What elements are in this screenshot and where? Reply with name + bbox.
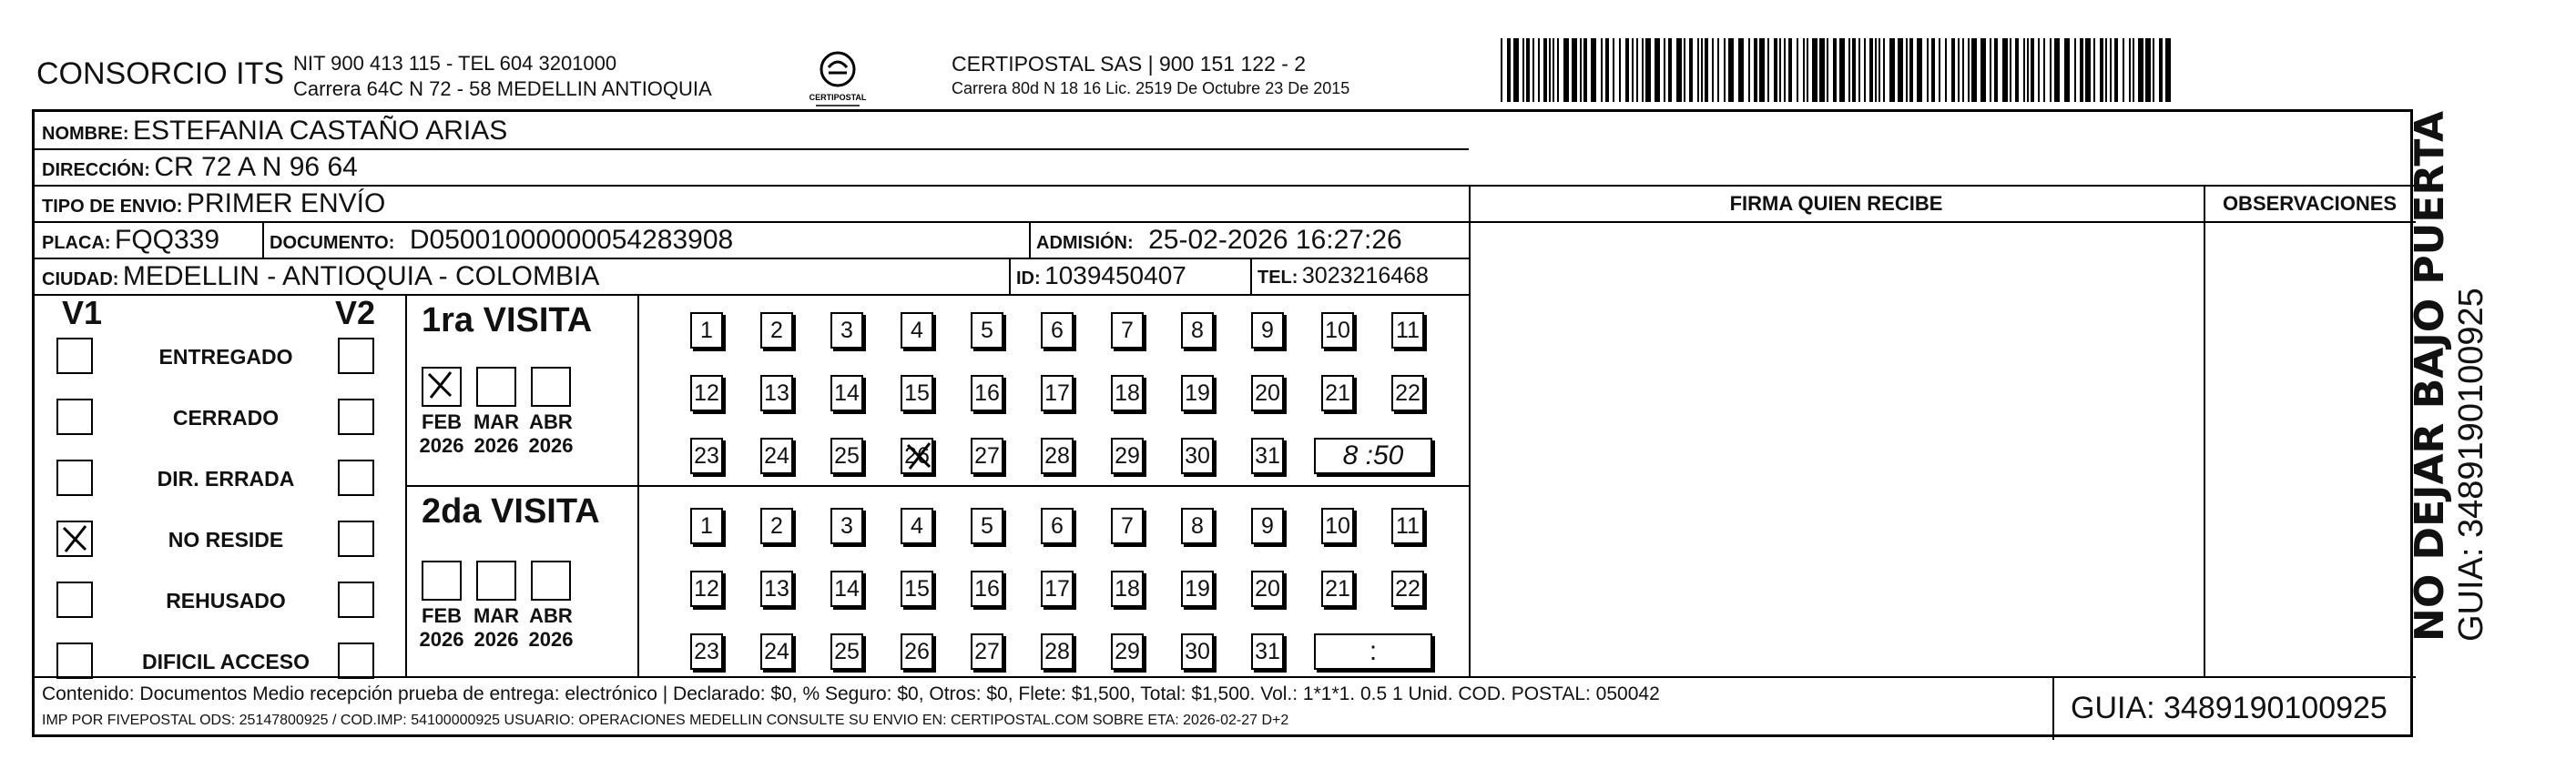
visit2-day-box[interactable]: 19 (1181, 571, 1214, 607)
visit2-day-box[interactable]: 17 (1041, 571, 1074, 607)
admision-value: 25-02-2026 16:27:26 (1148, 225, 1402, 255)
status-label: REHUSADO (166, 589, 286, 612)
visit2-month-checkbox[interactable] (531, 561, 571, 601)
v2-checkbox[interactable] (338, 582, 374, 618)
barcode-bar (2138, 38, 2143, 102)
v2-heading: V2 (335, 294, 376, 331)
barcode-bar (1812, 38, 1817, 102)
visit1-day-box[interactable]: 26 (901, 438, 933, 474)
barcode-bar (1883, 38, 1885, 102)
nombre-value: ESTEFANIA CASTAÑO ARIAS (133, 116, 508, 146)
barcode-bar (1557, 38, 1559, 102)
barcode-bar (1712, 38, 1714, 102)
company-address: Carrera 64C N 72 - 58 MEDELLIN ANTIOQUIA (293, 77, 712, 100)
visit2-day-box[interactable]: 29 (1111, 633, 1144, 670)
direccion-value: CR 72 A N 96 64 (154, 152, 358, 182)
ciudad-label: CIUDAD: (42, 269, 119, 289)
footer-content: Contenido: Documentos Medio recepción prueba de entrega: electrónico | Declarado: $0, % Seguro: $0, Otros: $0, Flete: $1,500, Total: $1,500. Vol.: 1*1*1. 0.5 1 Unid. COD. POSTAL: 050042 (42, 683, 1660, 704)
v1-checkbox[interactable] (56, 338, 93, 374)
barcode-bar (1968, 38, 1970, 102)
barcode-bar (1572, 38, 1577, 102)
visit1-day-box[interactable]: 6 (1041, 312, 1074, 349)
barcode-bar (2105, 38, 2107, 102)
barcode-bar (1898, 38, 1903, 102)
barcode-bar (2023, 38, 2025, 102)
barcode-bar (1655, 38, 1660, 102)
barcode-bar (1701, 38, 1703, 102)
visit1-day-box[interactable]: 3 (830, 312, 863, 349)
barcode (1501, 38, 2174, 102)
barcode-bar (1875, 38, 1877, 102)
barcode-bar (1705, 38, 1708, 102)
v2-checkbox[interactable] (338, 521, 374, 557)
barcode-bar (1664, 38, 1665, 102)
barcode-bar (1909, 38, 1913, 102)
nombre-label: NOMBRE: (42, 124, 129, 144)
barcode-bar (1797, 38, 1798, 102)
barcode-bar (1869, 38, 1873, 102)
v2-checkbox[interactable] (338, 399, 374, 435)
visit2-day-box[interactable]: 9 (1251, 508, 1284, 544)
visit1-day-box[interactable]: 11 (1391, 312, 1424, 349)
documento-label: DOCUMENTO: (270, 233, 395, 253)
visit1-time-box[interactable]: 8 :50 (1314, 438, 1432, 474)
visit2-day-box[interactable]: 6 (1041, 508, 1074, 544)
barcode-bar (1697, 38, 1699, 102)
visit1-day-box[interactable]: 1 (690, 312, 723, 349)
visit2-day-box[interactable]: 5 (971, 508, 1003, 544)
barcode-bar (1522, 38, 1524, 102)
visit1-day-box[interactable]: 25 (830, 438, 863, 474)
visit2-month-year: 2026 (528, 628, 574, 651)
visit2-month-label: MAR (473, 604, 520, 627)
footer-guia: GUIA: 3489190100925 (2071, 691, 2388, 725)
visit1-day-box[interactable]: 5 (971, 312, 1003, 349)
visit1-day-box[interactable]: 4 (901, 312, 933, 349)
company-nit: NIT 900 413 115 - TEL 604 3201000 (293, 52, 617, 75)
barcode-bar (1563, 38, 1569, 102)
side-guia: GUIA: 3489190100925 (2452, 288, 2490, 642)
barcode-bar (1754, 38, 1757, 102)
visit1-day-box[interactable]: 28 (1041, 438, 1074, 474)
v2-checkbox[interactable] (338, 338, 374, 374)
barcode-bar (2145, 38, 2151, 102)
visit2-day-box[interactable]: 15 (901, 571, 933, 607)
admision-cell (1036, 225, 1402, 256)
barcode-bar (1858, 38, 1860, 102)
barcode-bar (1779, 38, 1781, 102)
barcode-bar (1580, 38, 1582, 102)
barcode-bar (1759, 38, 1765, 102)
barcode-bar (1852, 38, 1856, 102)
visit1-month-label: FEB (422, 410, 462, 433)
visit1-day-box[interactable]: 8 (1181, 312, 1214, 349)
visit1-month-checkbox[interactable] (531, 367, 571, 407)
barcode-bar (1819, 38, 1825, 102)
visit1-month-year: 2026 (528, 434, 574, 457)
visit2-day-box[interactable]: 13 (760, 571, 793, 607)
visit2-day-box[interactable]: 14 (830, 571, 863, 607)
visit2-day-box[interactable]: 26 (901, 633, 933, 670)
placa-label: PLACA: (42, 233, 111, 253)
visit1-day-box[interactable]: 13 (760, 375, 793, 411)
status-label: ENTREGADO (158, 345, 293, 369)
barcode-bar (1738, 38, 1744, 102)
barcode-bar (1513, 38, 1519, 102)
admision-label: ADMISIÓN: (1036, 233, 1134, 253)
certipostal-address: Carrera 80d N 18 16 Lic. 2519 De Octubre 23 De 2015 (952, 79, 1350, 97)
visit1-day-box[interactable]: 12 (690, 375, 723, 411)
visit2-day-box[interactable]: 25 (830, 633, 863, 670)
nombre-row (42, 116, 507, 147)
visit2-day-box[interactable]: 24 (760, 633, 793, 670)
barcode-bar (1605, 38, 1609, 102)
visit1-month-checkbox[interactable] (476, 367, 516, 407)
barcode-bar (1807, 38, 1808, 102)
visit2-day-box[interactable]: 1 (690, 508, 723, 544)
visit2-day-box[interactable]: 12 (690, 571, 723, 607)
visit1-day-box[interactable]: 21 (1321, 375, 1354, 411)
barcode-bar (1642, 38, 1644, 102)
v1-checkbox[interactable] (56, 643, 93, 679)
barcode-bar (2114, 38, 2118, 102)
barcode-bar (1728, 38, 1734, 102)
visit2-day-box[interactable]: 21 (1321, 571, 1354, 607)
barcode-bar (1601, 38, 1603, 102)
visit1-day-box[interactable]: 18 (1111, 375, 1144, 411)
barcode-bar (2043, 38, 2045, 102)
barcode-bar (1543, 38, 1547, 102)
direccion-row (42, 152, 358, 183)
barcode-bar (1784, 38, 1786, 102)
v2-checkbox[interactable] (338, 460, 374, 496)
barcode-bar (1958, 38, 1960, 102)
barcode-bar (1538, 38, 1540, 102)
certipostal-name: CERTIPOSTAL SAS | 900 151 122 - 2 (952, 52, 1307, 76)
visit2-month-year: 2026 (473, 628, 519, 651)
visit1-day-box[interactable]: 29 (1111, 438, 1144, 474)
visit2-day-box[interactable]: 11 (1391, 508, 1424, 544)
barcode-bar (1931, 38, 1935, 102)
visit1-title: 1ra VISITA (422, 301, 593, 339)
barcode-bar (2165, 38, 2171, 102)
visit2-day-box[interactable]: 31 (1251, 633, 1284, 670)
barcode-bar (1839, 38, 1845, 102)
side-warning: NO DEJAR BAJO PUERTA (2407, 110, 2453, 642)
barcode-bar (1917, 38, 1922, 102)
barcode-bar (1553, 38, 1554, 102)
visit1-day-box[interactable]: 22 (1391, 375, 1424, 411)
barcode-bar (1613, 38, 1614, 102)
footer-print-info: IMP POR FIVEPOSTAL ODS: 25147800925 / COD.IMP: 54100000925 USUARIO: OPERACIONES MEDELLIN CONSULTE SU ENVIO EN: CERTIPOSTAL.COM SOBRE ETA: 2026-02-27 D+2 (42, 713, 1289, 728)
barcode-bar (1676, 38, 1682, 102)
company-info (293, 51, 712, 102)
visit1-month-label: ABR (529, 410, 573, 433)
placa-row (42, 225, 219, 256)
barcode-bar (2159, 38, 2163, 102)
barcode-bar (2080, 38, 2083, 102)
visit1-day-box[interactable]: 16 (971, 375, 1003, 411)
barcode-bar (1945, 38, 1947, 102)
barcode-bar (1927, 38, 1929, 102)
barcode-bar (1833, 38, 1837, 102)
visit2-day-box[interactable]: 10 (1321, 508, 1354, 544)
barcode-bar (2002, 38, 2008, 102)
v1-checkbox[interactable] (56, 460, 93, 496)
barcode-bar (1962, 38, 1964, 102)
barcode-bar (2123, 38, 2124, 102)
barcode-bar (1619, 38, 1621, 102)
barcode-bar (2110, 38, 2112, 102)
barcode-bar (1848, 38, 1850, 102)
visit2-month-checkbox[interactable] (422, 561, 462, 601)
barcode-bar (2129, 38, 2131, 102)
barcode-bar (2153, 38, 2154, 102)
barcode-bar (1939, 38, 1940, 102)
barcode-bar (1990, 38, 1991, 102)
visit1-day-box[interactable]: 17 (1041, 375, 1074, 411)
barcode-bar (1788, 38, 1792, 102)
tel-cell (1257, 263, 1429, 289)
visit2-day-box[interactable]: 16 (971, 571, 1003, 607)
delivery-form (32, 109, 2413, 737)
barcode-bar (1532, 38, 1534, 102)
svg-text:CERTIPOSTAL: CERTIPOSTAL (809, 93, 867, 102)
barcode-bar (2093, 38, 2095, 102)
visit1-day-box[interactable]: 15 (901, 375, 933, 411)
visit2-day-box[interactable]: 18 (1111, 571, 1144, 607)
barcode-bar (1583, 38, 1587, 102)
ciudad-row (42, 261, 599, 292)
v1-checkbox[interactable] (56, 399, 93, 435)
v2-checkbox[interactable] (338, 643, 374, 679)
visit2-day-box[interactable]: 7 (1111, 508, 1144, 544)
barcode-bar (1501, 38, 1502, 102)
barcode-bar (1951, 38, 1955, 102)
company-name: CONSORCIO ITS (36, 56, 285, 91)
visit2-day-box[interactable]: 23 (690, 633, 723, 670)
barcode-bar (1980, 38, 1986, 102)
v1-checkbox[interactable] (56, 582, 93, 618)
barcode-bar (1549, 38, 1551, 102)
visit1-month-label: MAR (473, 410, 520, 433)
visit1-day-box[interactable]: 19 (1181, 375, 1214, 411)
barcode-bar (2027, 38, 2029, 102)
direccion-label: DIRECCIÓN: (42, 160, 150, 180)
placa-value: FQQ339 (115, 225, 220, 255)
barcode-bar (1889, 38, 1895, 102)
visit1-day-box[interactable]: 31 (1251, 438, 1284, 474)
visit1-day-box[interactable]: 30 (1181, 438, 1214, 474)
visit1-month-year: 2026 (473, 434, 519, 457)
visit1-day-box[interactable]: 10 (1321, 312, 1354, 349)
barcode-bar (2085, 38, 2091, 102)
visit2-time-box[interactable]: : (1314, 633, 1432, 670)
barcode-bar (1724, 38, 1726, 102)
ciudad-value: MEDELLIN - ANTIOQUIA - COLOMBIA (122, 261, 600, 291)
barcode-bar (1507, 38, 1511, 102)
visit2-day-box[interactable]: 20 (1251, 571, 1284, 607)
visit2-day-box[interactable]: 4 (901, 508, 933, 544)
tel-value: 3023216468 (1301, 263, 1429, 288)
visit1-day-box[interactable]: 23 (690, 438, 723, 474)
id-label: ID: (1016, 268, 1041, 288)
side-text (2408, 111, 2490, 642)
visit2-month-label: ABR (529, 604, 573, 627)
barcode-bar (2064, 38, 2070, 102)
barcode-bar (1994, 38, 1998, 102)
visit1-day-box[interactable]: 20 (1251, 375, 1284, 411)
id-value: 1039450407 (1044, 261, 1186, 289)
barcode-bar (1645, 38, 1651, 102)
v1-heading: V1 (62, 294, 103, 331)
certipostal-logo-icon (809, 47, 867, 113)
barcode-bar (1625, 38, 1629, 102)
visit2-month-year: 2026 (419, 628, 464, 651)
barcode-bar (1906, 38, 1908, 102)
status-label: NO RESIDE (168, 528, 284, 552)
documento-value: D05001000000054283908 (409, 225, 734, 255)
barcode-bar (1632, 38, 1634, 102)
visit1-month-checkbox[interactable] (422, 367, 462, 407)
barcode-bar (1767, 38, 1769, 102)
barcode-bar (1803, 38, 1805, 102)
tel-label: TEL: (1257, 268, 1298, 288)
visit2-title: 2da VISITA (422, 492, 600, 531)
barcode-bar (2031, 38, 2034, 102)
visit2-day-box[interactable]: 30 (1181, 633, 1214, 670)
barcode-bar (2133, 38, 2134, 102)
visit2-day-box[interactable]: 22 (1391, 571, 1424, 607)
status-label: DIR. ERRADA (157, 467, 295, 491)
visit1-day-box[interactable]: 2 (760, 312, 793, 349)
barcode-bar (1827, 38, 1828, 102)
barcode-bar (2100, 38, 2103, 102)
barcode-bar (1636, 38, 1638, 102)
visit2-day-box[interactable]: 2 (760, 508, 793, 544)
firma-label: FIRMA QUIEN RECIBE (1729, 192, 1943, 215)
barcode-bar (2050, 38, 2052, 102)
visit1-day-box[interactable]: 7 (1111, 312, 1144, 349)
status-label: DIFICIL ACCESO (141, 650, 310, 673)
barcode-bar (2074, 38, 2076, 102)
tipo-label: TIPO DE ENVIO: (42, 197, 183, 217)
v1-checkbox[interactable] (56, 521, 93, 557)
barcode-bar (1717, 38, 1719, 102)
barcode-bar (2015, 38, 2019, 102)
barcode-bar (1864, 38, 1866, 102)
barcode-bar (1689, 38, 1693, 102)
visit2-day-box[interactable]: 27 (971, 633, 1003, 670)
visit2-day-box[interactable]: 28 (1041, 633, 1074, 670)
barcode-bar (2038, 38, 2040, 102)
visit1-day-box[interactable]: 9 (1251, 312, 1284, 349)
visit2-month-checkbox[interactable] (476, 561, 516, 601)
visit1-month-year: 2026 (419, 434, 464, 457)
status-label: CERRADO (172, 406, 280, 430)
barcode-bar (1591, 38, 1596, 102)
visit1-day-box[interactable]: 27 (971, 438, 1003, 474)
tipo-value: PRIMER ENVÍO (186, 188, 386, 218)
barcode-bar (2054, 38, 2060, 102)
tipo-row (42, 188, 385, 219)
observaciones-label: OBSERVACIONES (2222, 192, 2398, 215)
visit2-day-box[interactable]: 3 (830, 508, 863, 544)
visit1-day-box[interactable]: 24 (760, 438, 793, 474)
barcode-bar (1971, 38, 1977, 102)
certipostal-info (952, 51, 1349, 100)
id-cell (1016, 261, 1186, 290)
barcode-bar (1774, 38, 1777, 102)
visit1-day-box[interactable]: 14 (830, 375, 863, 411)
barcode-bar (1526, 38, 1530, 102)
barcode-bar (1684, 38, 1685, 102)
barcode-bar (1879, 38, 1880, 102)
barcode-bar (2010, 38, 2011, 102)
documento-cell (270, 225, 733, 256)
barcode-bar (1748, 38, 1750, 102)
barcode-bar (1668, 38, 1672, 102)
visit2-day-box[interactable]: 8 (1181, 508, 1214, 544)
visit2-month-label: FEB (422, 604, 462, 627)
